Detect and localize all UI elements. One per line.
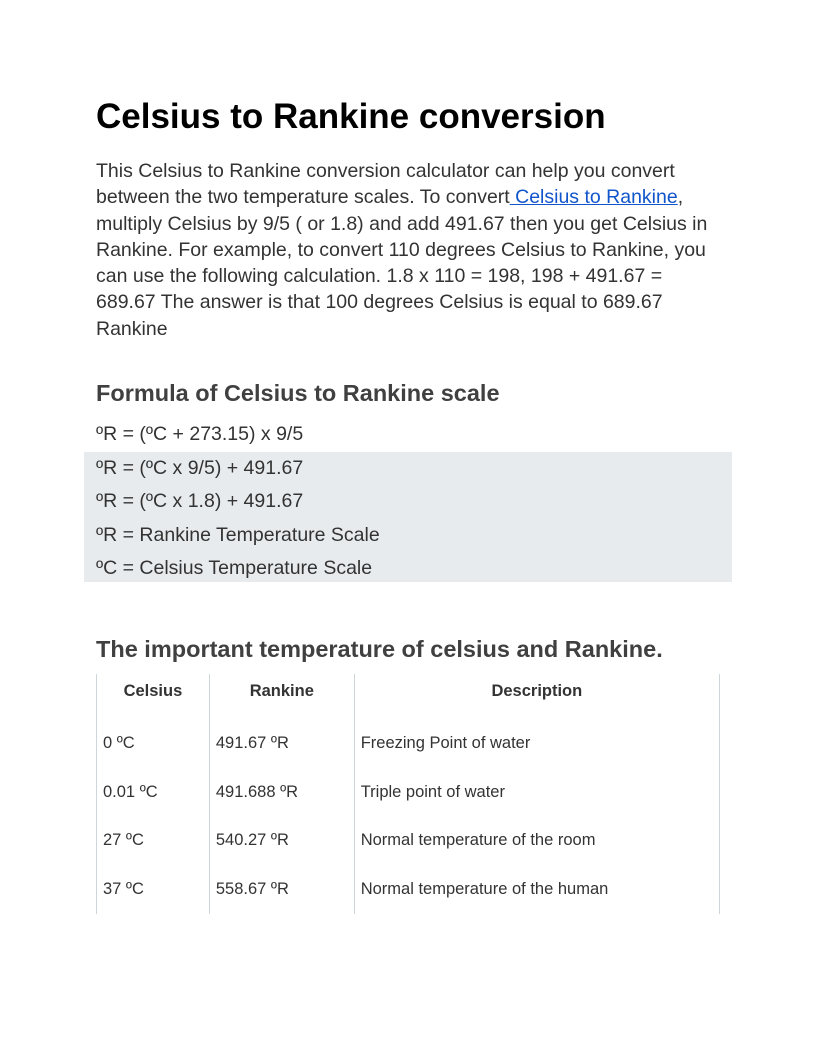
celsius-cell: 37 ºC	[97, 865, 210, 914]
celsius-cell: 27 ºC	[97, 817, 210, 866]
table-row	[97, 817, 720, 866]
celsius-cell: 0 ºC	[97, 720, 210, 769]
description-cell: Freezing Point of water	[354, 720, 719, 769]
document-page	[96, 96, 720, 914]
rankine-cell: 491.67 ºR	[209, 720, 354, 769]
formula-line-text: ºC = Celsius Temperature Scale	[96, 557, 373, 580]
page-title: Celsius to Rankine conversion	[96, 97, 606, 136]
intro-paragraph	[96, 158, 720, 342]
formula-line	[96, 418, 720, 452]
description-cell: Normal temperature of the human	[354, 865, 719, 914]
table-row	[97, 720, 720, 769]
table-row	[97, 865, 720, 914]
formula-heading: Formula of Celsius to Rankine scale	[96, 380, 500, 407]
formula-line-text: ºR = (ºC x 1.8) + 491.67	[96, 490, 304, 513]
intro-text-start: This Celsius to Rankine conversion calculator can help you convert between the two temperature scales. To convert	[96, 160, 675, 209]
column-header-rankine: Rankine	[209, 674, 354, 720]
temperature-table	[96, 674, 720, 914]
intro-text-end: , multiply Celsius by 9/5 ( or 1.8) and add 491.67 then you get Celsius in Rankine. For example, to convert 110 degrees Celsius to Rankine, you can use the following calculation. 1.8 x 110 = 198, 198 + 491.67 = 689.67 The answer is that 100 degrees Celsius is equal to 689.67 Rankine	[96, 186, 708, 340]
celsius-to-rankine-link[interactable]: Celsius to Rankine	[509, 186, 678, 209]
column-header-description: Description	[354, 674, 719, 720]
table-row	[97, 768, 720, 817]
formula-list	[96, 418, 720, 586]
table-header-row	[97, 674, 720, 720]
column-header-celsius: Celsius	[97, 674, 210, 720]
table-heading: The important temperature of celsius and Rankine.	[96, 635, 663, 662]
description-cell: Normal temperature of the room	[354, 817, 719, 866]
rankine-cell: 558.67 ºR	[209, 865, 354, 914]
rankine-cell: 491.688 ºR	[209, 768, 354, 817]
rankine-cell: 540.27 ºR	[209, 817, 354, 866]
formula-line-text: ºR = (ºC x 9/5) + 491.67	[96, 456, 304, 479]
formula-line-text: ºR = Rankine Temperature Scale	[96, 523, 380, 546]
celsius-cell: 0.01 ºC	[97, 768, 210, 817]
description-cell: Triple point of water	[354, 768, 719, 817]
formula-line-text: ºR = (ºC + 273.15) x 9/5	[96, 423, 304, 446]
